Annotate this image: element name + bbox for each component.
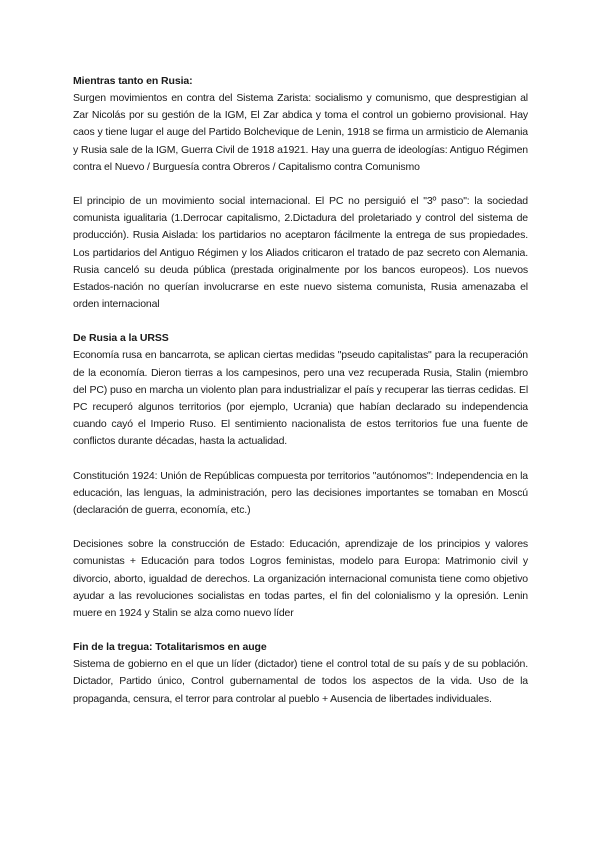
paragraph: Surgen movimientos en contra del Sistema Zarista: socialismo y comunismo, que desprestigian al Zar Nicolás por su gestión de la IGM, El Zar abdica y toma el control un gobierno provisional. Hay caos y tiene lugar el auge del Partido Bolchevique de Lenin, 1918 se firma un armisticio de Alemania y Rusia sale de la IGM, Guerra Civil de 1918 a1921. Hay una guerra de ideologías: Antiguo Régimen contra el Nuevo / Burguesía contra Obreros / Capitalismo contra Comunismo: [73, 92, 528, 173]
section-heading-totalitarismos: Fin de la tregua: Totalitarismos en auge: [73, 641, 267, 654]
paragraph: Constitución 1924: Unión de Repúblicas compuesta por territorios "autónomos": Independencia en la educación, las lenguas, la administración, pero las decisiones importantes se tomaban en Moscú (declaración de guerra, economía, etc.): [73, 469, 528, 517]
section-heading-rusia: Mientras tanto en Rusia:: [73, 75, 193, 87]
paragraph: Decisiones sobre la construcción de Estado: Educación, aprendizaje de los principios y valores comunistas + Educación para todos Logros feministas, modelo para Europa: Matrimonio civil y divorcio, aborto, igualdad de derechos. La organización internacional comunista tiene como objetivo ayudar a las revoluciones socialistas en todas partes, el fin del colonialismo y la opresión. Lenin muere en 1924 y Stalin se alza como nuevo líder: [73, 538, 528, 620]
document-body: [73, 73, 528, 708]
paragraph: Sistema de gobierno en el que un líder (dictador) tiene el control total de su país y de su población. Dictador, Partido único, Control gubernamental de todos los aspectos de la vida. Uso de la propaganda, censura, el terror para controlar al pueblo + Ausencia de libertades individuales.: [73, 658, 528, 705]
paragraph: Economía rusa en bancarrota, se aplican ciertas medidas "pseudo capitalistas" para la recuperación de la economía. Dieron tierras a los campesinos, pero una vez recuperada Rusia, Stalin (miembro del PC) puso en marcha un violento plan para industrializar el país y recuperar las tierras cedidas. El PC recuperó algunos territorios (por ejemplo, Ucrania) que habían declarado su independencia cuando cayó el Imperio Ruso. El sentimiento nacionalista de estos territorios fue una fuente de conflictos durante décadas, hasta la actualidad.: [73, 349, 528, 448]
section-heading-urss: De Rusia a la URSS: [73, 332, 169, 345]
paragraph: El principio de un movimiento social internacional. El PC no persiguió el "3º paso": la sociedad comunista igualitaria (1.Derrocar capitalismo, 2.Dictadura del proletariado y control del sistema de producción). Rusia Aislada: los partidarios no aceptaron fácilmente la entrega de sus propiedades. Los partidarios del Antiguo Régimen y los Aliados criticaron el tratado de paz secreto con Alemania. Rusia canceló su deuda pública (prestada originalmente por los bancos europeos). Los nuevos Estados-nación no querían involucrarse en este nuevo sistema comunista, Rusia amenazaba el orden internacional: [73, 195, 528, 311]
